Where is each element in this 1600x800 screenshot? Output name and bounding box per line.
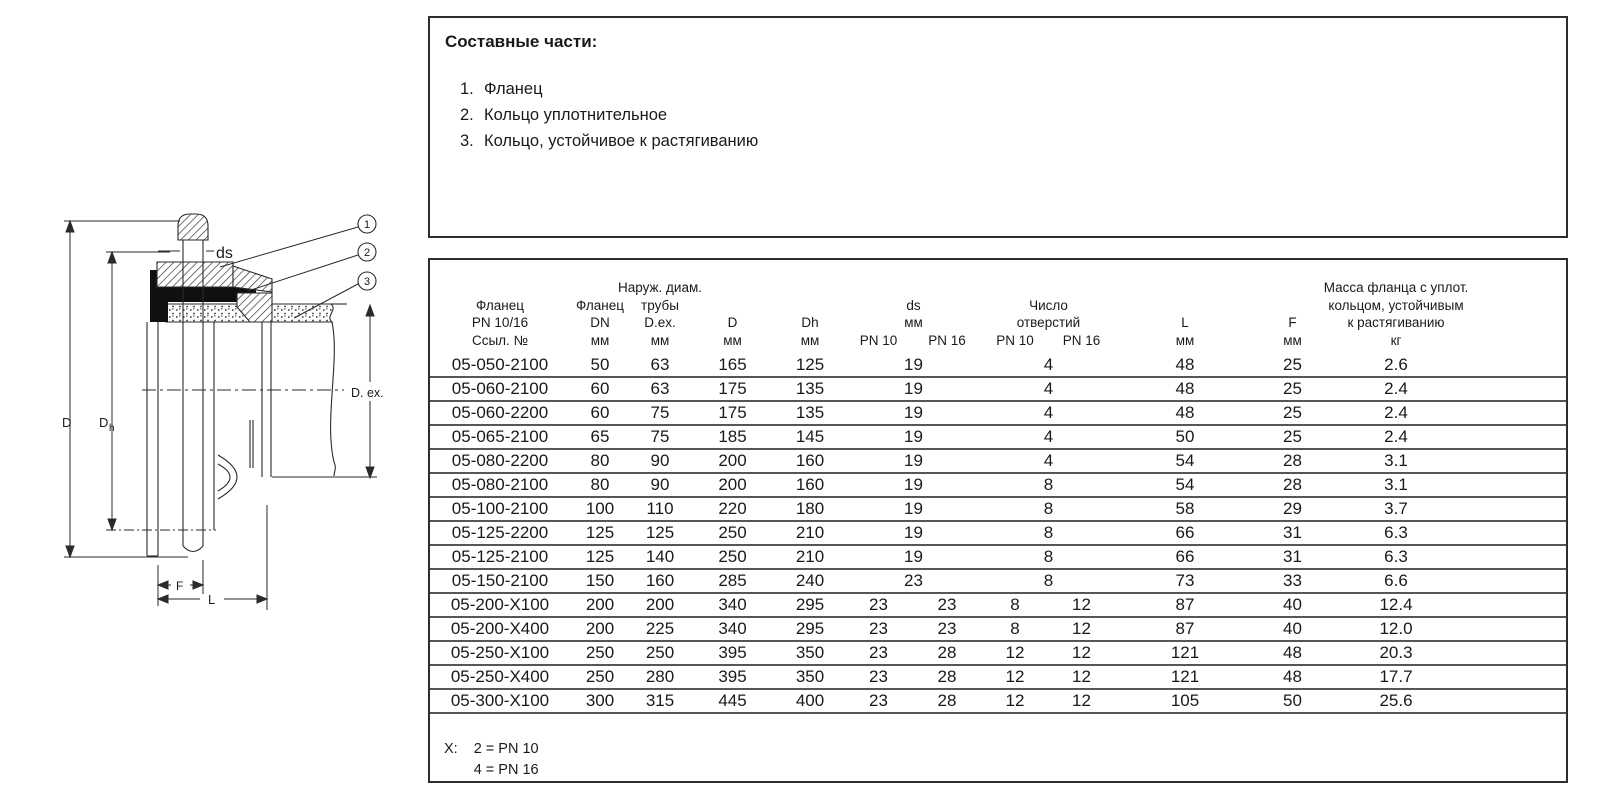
hub-rib: [218, 455, 237, 499]
parts-list-item: [460, 102, 758, 128]
cell-mass: 2.4: [1384, 403, 1408, 422]
cell-dh: 135: [795, 403, 825, 422]
table-row: [430, 570, 1566, 594]
cell-f: 31: [1283, 523, 1302, 542]
parts-list-item: [460, 128, 758, 154]
cell-dex: 160: [645, 571, 675, 590]
footnote-line-1: 2 = PN 10: [473, 741, 539, 757]
table-row: [430, 642, 1566, 666]
parts-box: [428, 16, 1568, 238]
cell-ds-pn10: 23: [869, 619, 888, 638]
cell-f: 48: [1283, 667, 1302, 686]
cell-dh: 210: [795, 547, 825, 566]
cell-d: 220: [718, 499, 747, 518]
cell-l: 48: [1175, 403, 1195, 422]
header-col-l: L мм: [1175, 315, 1195, 348]
cell-dh: 240: [795, 571, 825, 590]
cell-ds: 19: [904, 379, 923, 398]
dim-label-d: D: [62, 415, 72, 430]
cell-ref: 05-300-X100: [450, 691, 550, 710]
flange-body-section: [157, 262, 233, 287]
table-row: [430, 402, 1566, 426]
cell-holes-pn10: 8: [1010, 619, 1020, 638]
callout-1-number: 1: [363, 219, 371, 231]
cell-dex: 75: [650, 427, 670, 446]
cell-d: 285: [718, 571, 747, 590]
cell-l: 58: [1175, 499, 1195, 518]
cell-holes-pn16: 12: [1072, 619, 1091, 638]
cell-l: 48: [1175, 355, 1195, 374]
table-row: [430, 594, 1566, 618]
cell-d: 340: [718, 595, 747, 614]
parts-item-label: Кольцо, устойчивое к растягиванию: [484, 132, 759, 150]
cell-d: 200: [718, 475, 747, 494]
cell-f: 25: [1283, 379, 1302, 398]
cell-dex: 315: [645, 691, 675, 710]
cell-holes: 8: [1043, 475, 1054, 494]
cell-ref: 05-200-X400: [450, 619, 550, 638]
parts-list-item: [460, 76, 758, 102]
cell-holes-pn16: 12: [1072, 667, 1091, 686]
cell-ds-pn10: 23: [869, 667, 888, 686]
parts-item-number: 3.: [460, 132, 474, 150]
cell-holes-pn10: 12: [1005, 691, 1025, 710]
cell-d: 185: [718, 427, 747, 446]
header-group-holes: Число отверстий PN 10 PN 16: [982, 260, 1115, 354]
parts-box-title: Составные части:: [445, 32, 598, 51]
cell-ds: 19: [904, 547, 923, 566]
cell-dex: 75: [650, 403, 670, 422]
cell-l: 73: [1175, 571, 1195, 590]
cell-holes: 4: [1043, 355, 1054, 374]
cell-ref: 05-060-2100: [451, 379, 549, 398]
cell-d: 200: [718, 451, 747, 470]
cell-dn: 250: [585, 667, 615, 686]
cell-holes: 4: [1043, 379, 1054, 398]
cell-ds: 23: [904, 571, 923, 590]
cell-dex: 200: [645, 595, 675, 614]
cell-dn: 50: [590, 355, 610, 374]
table-row: [430, 546, 1566, 570]
cell-dn: 80: [590, 475, 610, 494]
dim-label-dh: D: [99, 415, 109, 430]
cell-ref: 05-200-X100: [450, 595, 550, 614]
cell-dn: 60: [590, 379, 610, 398]
cell-dh: 180: [795, 499, 825, 518]
cell-mass: 17.7: [1379, 667, 1413, 686]
cell-holes-pn16: 12: [1072, 691, 1091, 710]
cell-dn: 300: [585, 691, 615, 710]
cell-ds-pn10: 23: [869, 595, 888, 614]
cell-ref: 05-100-2100: [451, 499, 549, 518]
cell-f: 50: [1283, 691, 1302, 710]
cell-l: 66: [1175, 547, 1195, 566]
cell-dh: 125: [795, 355, 825, 374]
cell-dex: 90: [650, 475, 670, 494]
table-row: [430, 522, 1566, 546]
cell-f: 33: [1283, 571, 1302, 590]
cell-ref: 05-065-2100: [451, 427, 549, 446]
cell-dh: 295: [795, 619, 825, 638]
cell-holes: 4: [1043, 451, 1054, 470]
cell-l: 87: [1175, 619, 1195, 638]
cell-ds: 19: [904, 523, 923, 542]
cell-dex: 63: [650, 355, 670, 374]
cell-d: 175: [718, 379, 747, 398]
cell-dex: 63: [650, 379, 670, 398]
cell-f: 29: [1283, 499, 1302, 518]
callout-3-number: 3: [363, 276, 371, 288]
cell-dn: 125: [585, 547, 615, 566]
cell-holes: 8: [1043, 523, 1054, 542]
cell-mass: 3.7: [1384, 499, 1408, 518]
cell-ds-pn16: 23: [937, 619, 957, 638]
spec-table-rows: [430, 354, 1566, 714]
cell-f: 40: [1283, 595, 1302, 614]
cell-dn: 125: [585, 523, 615, 542]
cell-ref: 05-080-2200: [451, 451, 549, 470]
dim-label-dh-sub: h: [109, 423, 115, 434]
cell-d: 250: [718, 523, 747, 542]
cell-ds-pn10: 23: [869, 643, 888, 662]
parts-item-label: Кольцо уплотнительное: [484, 106, 668, 124]
cell-mass: 6.3: [1384, 523, 1408, 542]
cell-dn: 80: [590, 451, 610, 470]
cell-f: 48: [1283, 643, 1302, 662]
cell-f: 40: [1283, 619, 1302, 638]
table-row: [430, 378, 1566, 402]
cell-ds: 19: [904, 475, 923, 494]
bolt-head: [178, 214, 208, 240]
cell-l: 105: [1170, 691, 1200, 710]
spec-table: [428, 258, 1568, 783]
header-col-dh: Dh мм: [800, 315, 820, 348]
table-row: [430, 498, 1566, 522]
cell-ref: 05-250-X400: [450, 667, 550, 686]
cell-ds-pn16: 23: [937, 595, 957, 614]
cell-l: 54: [1175, 475, 1195, 494]
cell-dn: 150: [585, 571, 615, 590]
cell-mass: 2.4: [1384, 427, 1408, 446]
table-row: [430, 426, 1566, 450]
table-row: [430, 666, 1566, 690]
cell-ref: 05-150-2100: [451, 571, 549, 590]
callout-2-number: 2: [363, 247, 371, 259]
cell-ds: 19: [904, 403, 923, 422]
cell-mass: 6.3: [1384, 547, 1408, 566]
cell-dn: 60: [590, 403, 610, 422]
cell-dex: 125: [645, 523, 675, 542]
cell-holes: 8: [1043, 499, 1054, 518]
cell-dh: 135: [795, 379, 825, 398]
cell-ref: 05-050-2100: [451, 355, 549, 374]
header-col-mass: Масса фланца с уплот. кольцом, устойчивым к растягиванию кг: [1323, 280, 1469, 348]
cell-ds: 19: [904, 499, 923, 518]
cell-mass: 12.4: [1379, 595, 1413, 614]
footnote-line-2: 4 = PN 16: [473, 762, 539, 778]
dim-label-f: F: [176, 579, 184, 593]
flange-cross-section-drawing: [40, 190, 430, 620]
cell-ds-pn16: 28: [937, 667, 957, 686]
cell-dex: 250: [645, 643, 675, 662]
cell-ref: 05-125-2100: [451, 547, 549, 566]
parts-item-number: 2.: [460, 106, 474, 124]
cell-d: 175: [718, 403, 747, 422]
cell-ds-pn16: 28: [937, 643, 957, 662]
cell-holes: 4: [1043, 403, 1054, 422]
header-col-d: D мм: [723, 315, 742, 348]
cell-l: 54: [1175, 451, 1195, 470]
table-row: [430, 618, 1566, 642]
cell-holes-pn16: 12: [1072, 643, 1091, 662]
cell-dh: 160: [795, 451, 825, 470]
header-holes-pn16: PN 16: [1062, 332, 1101, 348]
cell-ds: 19: [904, 451, 923, 470]
cell-dex: 225: [645, 619, 675, 638]
cell-d: 445: [718, 691, 747, 710]
cell-ds: 19: [904, 355, 923, 374]
header-group-ds: ds мм PN 10 PN 16: [845, 260, 982, 354]
cell-holes-pn10: 12: [1005, 667, 1025, 686]
header-ds-pn16: PN 16: [928, 332, 966, 348]
cell-mass: 6.6: [1384, 571, 1408, 590]
cell-ds: 19: [904, 427, 923, 446]
cell-holes-pn16: 12: [1072, 595, 1091, 614]
cell-dh: 295: [795, 595, 825, 614]
cell-l: 121: [1170, 643, 1200, 662]
cell-ds-pn10: 23: [869, 691, 888, 710]
cell-dn: 200: [585, 619, 615, 638]
cell-f: 25: [1283, 403, 1302, 422]
parts-item-label: Фланец: [484, 80, 543, 98]
cell-f: 31: [1283, 547, 1302, 566]
cell-dn: 65: [590, 427, 610, 446]
cell-d: 395: [718, 667, 747, 686]
header-holes-pn10: PN 10: [996, 332, 1034, 348]
cell-l: 121: [1170, 667, 1200, 686]
header-ds-pn10: PN 10: [859, 332, 898, 348]
table-footnote: [444, 739, 539, 781]
footnote-x-label: X:: [444, 741, 458, 757]
pipe-break-line: [331, 322, 336, 476]
cell-holes-pn10: 8: [1010, 595, 1020, 614]
cell-dh: 350: [795, 667, 825, 686]
cell-ref: 05-080-2100: [451, 475, 549, 494]
cell-ref: 05-125-2200: [451, 523, 549, 542]
cell-ds-pn16: 28: [937, 691, 957, 710]
cell-f: 25: [1283, 427, 1302, 446]
cell-mass: 2.4: [1384, 379, 1408, 398]
table-row: [430, 474, 1566, 498]
header-col-f: F мм: [1283, 315, 1302, 348]
cell-ref: 05-060-2200: [451, 403, 549, 422]
header-col-dn: Фланец DN мм: [576, 297, 624, 348]
cell-holes: 8: [1043, 547, 1054, 566]
cell-d: 340: [718, 619, 747, 638]
cell-dn: 100: [585, 499, 615, 518]
cell-mass: 2.6: [1384, 355, 1408, 374]
cell-dn: 250: [585, 643, 615, 662]
cell-f: 28: [1283, 451, 1302, 470]
cell-l: 48: [1175, 379, 1195, 398]
cell-l: 87: [1175, 595, 1195, 614]
cell-d: 165: [718, 355, 747, 374]
header-col-ref: Фланец PN 10/16 Ссыл. №: [471, 297, 529, 348]
table-row: [430, 450, 1566, 474]
cell-dex: 90: [650, 451, 670, 470]
cell-d: 250: [718, 547, 747, 566]
cell-holes: 8: [1043, 571, 1054, 590]
dim-label-ds: ds: [216, 245, 233, 262]
cell-holes: 4: [1043, 427, 1054, 446]
cell-dn: 200: [585, 595, 615, 614]
cell-dex: 280: [645, 667, 675, 686]
dim-label-dex: D. ex.: [351, 386, 384, 400]
table-row: [430, 690, 1566, 714]
cell-dex: 140: [645, 547, 675, 566]
cell-l: 66: [1175, 523, 1195, 542]
table-row: [430, 354, 1566, 378]
spec-table-header: [430, 260, 1566, 354]
cell-mass: 12.0: [1379, 619, 1413, 638]
cell-d: 395: [718, 643, 747, 662]
cell-dh: 350: [795, 643, 825, 662]
parts-item-number: 1.: [460, 80, 474, 98]
cell-mass: 3.1: [1384, 451, 1408, 470]
parts-list: [460, 76, 758, 154]
cell-mass: 25.6: [1379, 691, 1413, 710]
cell-dh: 400: [795, 691, 825, 710]
cell-f: 25: [1283, 355, 1302, 374]
cell-dh: 160: [795, 475, 825, 494]
cell-mass: 20.3: [1379, 643, 1413, 662]
cell-dex: 110: [646, 499, 674, 518]
flange-outline: [142, 214, 377, 556]
cell-mass: 3.1: [1384, 475, 1408, 494]
cell-holes-pn10: 12: [1005, 643, 1025, 662]
cell-ref: 05-250-X100: [450, 643, 550, 662]
cell-dh: 210: [795, 523, 825, 542]
cell-l: 50: [1175, 427, 1195, 446]
cell-f: 28: [1283, 475, 1302, 494]
cell-dh: 145: [795, 427, 825, 446]
header-col-dex: Наруж. диам. трубы D.ex. мм: [618, 280, 703, 348]
dim-label-l: L: [208, 592, 216, 607]
